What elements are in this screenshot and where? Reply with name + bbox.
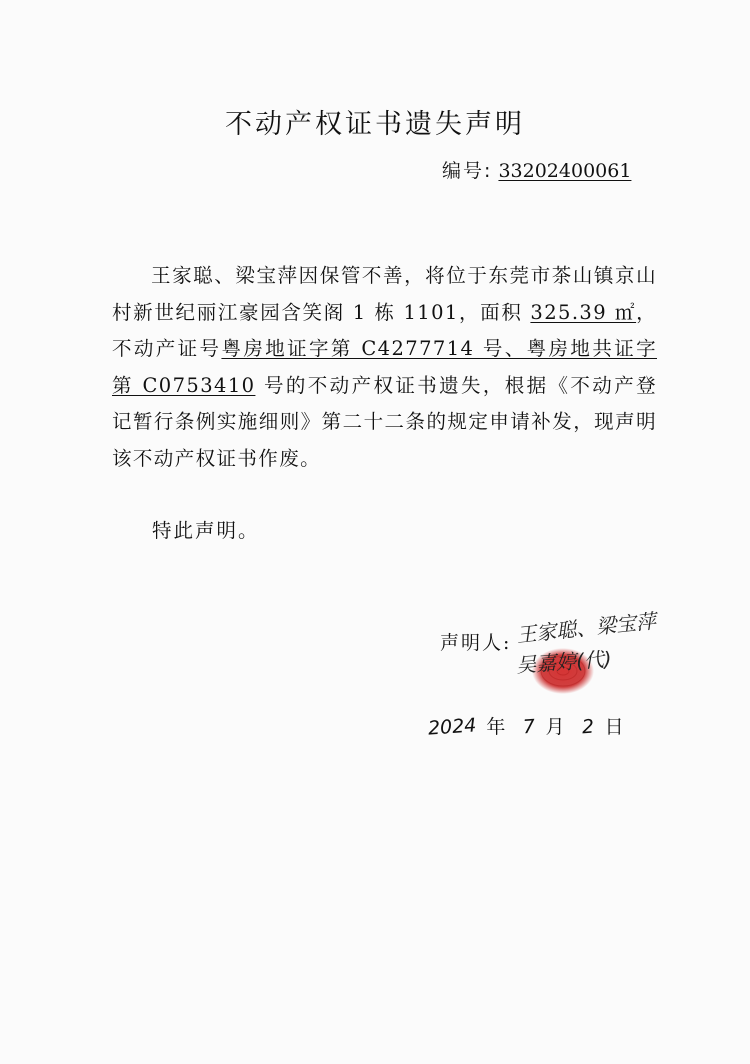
signing-date — [428, 712, 642, 739]
date-month-unit: 月 — [545, 716, 565, 738]
declaration-text-part3: 号的不动产权证书遗失，根据《不动产登记暂行条例实施细则》第二十二条的规定申请补发，现声明该不动产权证书作废。 — [112, 373, 657, 470]
date-day: 2 — [581, 715, 596, 739]
signature-proxy: 吴嘉婷(代) — [515, 646, 613, 678]
declarant-label: 声明人: — [440, 632, 512, 654]
declaration-text-part1: 王家聪、梁宝萍因保管不善，将位于东莞市茶山镇京山村新世纪丽江豪园含笑阁 1 栋 1101，面积 — [112, 264, 657, 324]
reference-line — [442, 156, 631, 183]
date-year-unit: 年 — [486, 716, 506, 738]
closing-statement: 特此声明。 — [152, 519, 260, 542]
date-month: 7 — [522, 715, 537, 739]
declaration-text-part2: ，不动产证号 — [112, 300, 657, 360]
declaration-paragraph — [112, 258, 657, 477]
signature-names: 王家聪、梁宝萍 — [515, 608, 658, 648]
document-title: 不动产权证书遗失声明 — [225, 109, 525, 140]
property-area: 325.39 ㎡ — [530, 300, 637, 324]
date-day-unit: 日 — [604, 716, 624, 738]
reference-number: 33202400061 — [498, 160, 632, 182]
reference-label: 编号: — [442, 160, 493, 182]
date-year: 2024 — [427, 714, 478, 740]
certificate-numbers: 粤房地证字第 C4277714 号、粤房地共证字第 C0753410 — [112, 337, 657, 397]
declaration-body — [112, 258, 657, 477]
